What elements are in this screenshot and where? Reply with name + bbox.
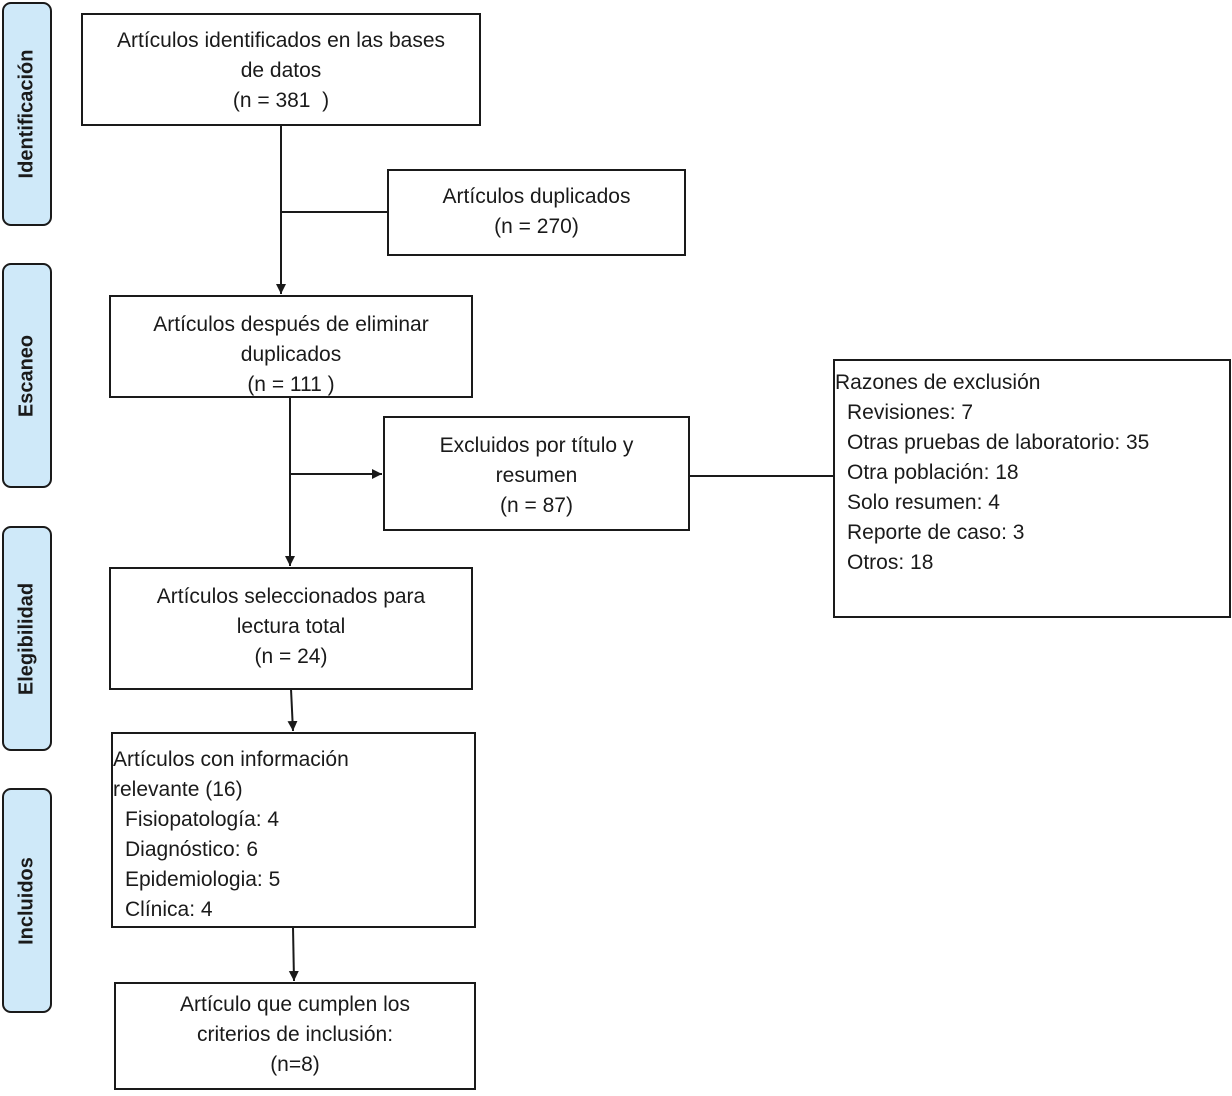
box-after-dedup	[109, 295, 473, 398]
box-line: (n = 24)	[254, 645, 328, 668]
phase-incluidos	[2, 788, 52, 1013]
box-line: (n = 270)	[494, 215, 579, 238]
box-line: Artículo que cumplen los	[180, 993, 410, 1016]
relevant-item: Fisiopatología: 4	[125, 808, 280, 831]
phase-label: Identificación	[15, 49, 38, 179]
reason-item: Otra población: 18	[847, 461, 1019, 484]
phase-label: Elegibilidad	[15, 582, 38, 695]
box-exclusion-reasons	[833, 359, 1231, 618]
phase-elegibilidad	[2, 526, 52, 751]
box-line: resumen	[495, 464, 578, 487]
box-relevant	[111, 732, 476, 928]
box-selected	[109, 567, 473, 690]
connector-relevant-to-final	[293, 927, 294, 981]
phase-label: Escaneo	[15, 334, 38, 417]
connector-selected-to-relevant	[291, 689, 293, 731]
box-line: Artículos seleccionados para	[156, 585, 426, 608]
relevant-item: Epidemiologia: 5	[125, 868, 281, 891]
box-final	[114, 982, 476, 1090]
box-line: criterios de inclusión:	[196, 1023, 394, 1046]
box-line: (n=8)	[270, 1053, 320, 1076]
reason-item: Otros: 18	[847, 551, 934, 574]
relevant-title-line: relevante (16)	[113, 778, 243, 801]
box-line: duplicados	[240, 343, 342, 366]
reason-item: Revisiones: 7	[847, 401, 974, 424]
reason-item: Solo resumen: 4	[847, 491, 1000, 514]
box-line: de datos	[240, 59, 322, 82]
box-identified	[81, 13, 481, 126]
box-line: Artículos duplicados	[442, 185, 631, 208]
reason-item: Reporte de caso: 3	[847, 521, 1025, 544]
box-excluded	[383, 416, 690, 531]
box-duplicates	[387, 169, 686, 256]
phase-label: Incluidos	[15, 856, 38, 945]
box-line: Artículos después de eliminar	[153, 313, 429, 336]
relevant-title-line: Artículos con información	[113, 748, 349, 771]
phase-identificacion	[2, 2, 52, 226]
box-line: (n = 87)	[500, 494, 573, 517]
box-line: lectura total	[236, 615, 346, 638]
relevant-item: Diagnóstico: 6	[125, 838, 259, 861]
box-line: Excluidos por título y	[439, 434, 634, 457]
relevant-item: Clínica: 4	[125, 898, 213, 921]
reasons-title: Razones de exclusión	[835, 371, 1041, 394]
box-line: Artículos identificados en las bases	[116, 29, 445, 52]
phase-escaneo	[2, 263, 52, 488]
box-line: (n = 111 )	[247, 373, 335, 396]
box-line: (n = 381 )	[232, 89, 330, 112]
reason-item: Otras pruebas de laboratorio: 35	[847, 431, 1150, 454]
